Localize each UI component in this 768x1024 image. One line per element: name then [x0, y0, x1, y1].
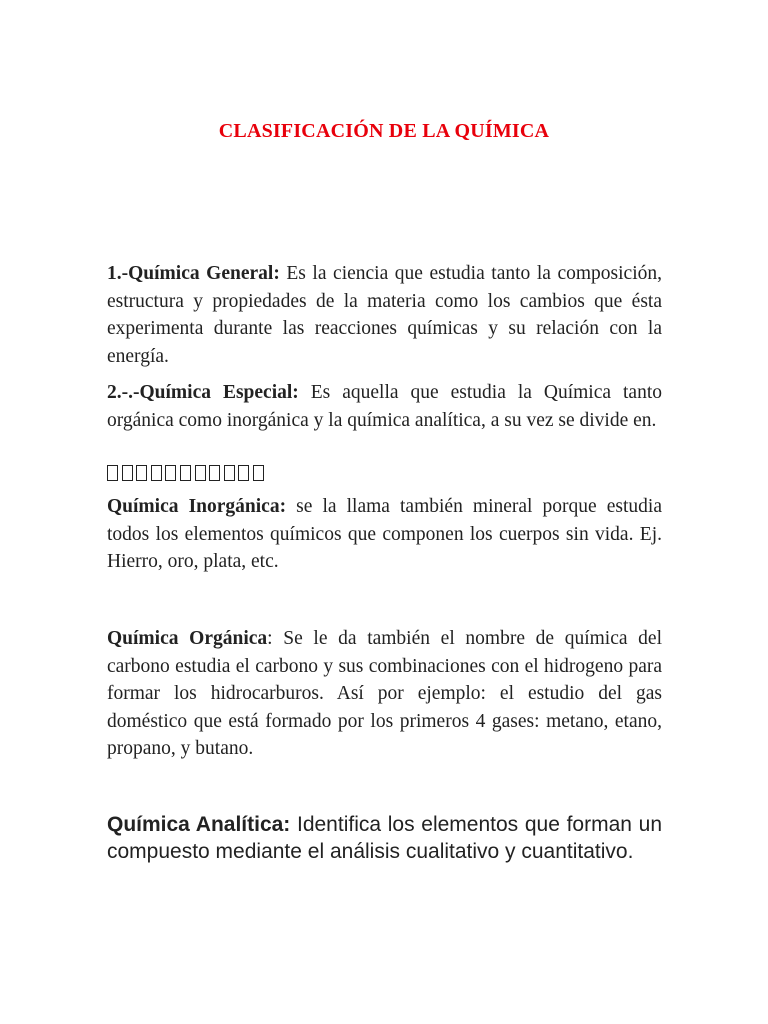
- section-body: Es aquella que estudia la Química tanto orgánica como inorgánica y la química analítica, a su vez se divide en.: [107, 382, 662, 431]
- section-heading: 2.-.-Química Especial:: [107, 382, 299, 403]
- missing-glyph-box: [107, 465, 118, 481]
- section-body: se la llama también mineral porque estudia todos los elementos químicos que componen los cuerpos sin vida. Ej. Hierro, oro, plata, etc.: [107, 496, 662, 572]
- section-quimica-analitica: [107, 811, 662, 865]
- section-heading: 1.-Química General:: [107, 263, 280, 284]
- missing-glyph-box: [180, 465, 191, 481]
- document-title: CLASIFICACIÓN DE LA QUÍMICA: [218, 120, 550, 142]
- section-quimica-organica: [107, 625, 662, 763]
- missing-glyph-box: [195, 465, 206, 481]
- section-heading: Química Analítica:: [107, 813, 291, 836]
- section-body: : Se le da también el nombre de química del carbono estudia el carbono y sus combinaciones con el hidrogeno para formar los hidrocarburos. Así por ejemplo: el estudio del gas doméstico que está formado por los primeros 4 gases: metano, etano, propano, y butano.: [107, 628, 662, 759]
- missing-glyph-box: [238, 465, 249, 481]
- section-quimica-especial: [107, 379, 662, 434]
- missing-glyph-box: [253, 465, 264, 481]
- missing-glyph-box: [122, 465, 133, 481]
- section-heading: Química Orgánica: [107, 628, 268, 649]
- section-quimica-inorganica: [107, 493, 662, 576]
- missing-glyph-box: [224, 465, 235, 481]
- section-body: Es la ciencia que estudia tanto la composición, estructura y propiedades de la materia como los cambios que ésta experimenta durante las reacciones químicas y su relación con la energía.: [107, 263, 662, 367]
- missing-glyph-box: [165, 465, 176, 481]
- section-heading: Química Inorgánica:: [107, 496, 287, 517]
- missing-glyph-box: [209, 465, 220, 481]
- missing-glyph-box: [136, 465, 147, 481]
- section-quimica-general: [107, 260, 662, 370]
- missing-glyph-box: [151, 465, 162, 481]
- section-body: Identifica los elementos que forman un compuesto mediante el análisis cualitativo y cuantitativo.: [107, 813, 662, 863]
- missing-glyph-row: [107, 462, 662, 486]
